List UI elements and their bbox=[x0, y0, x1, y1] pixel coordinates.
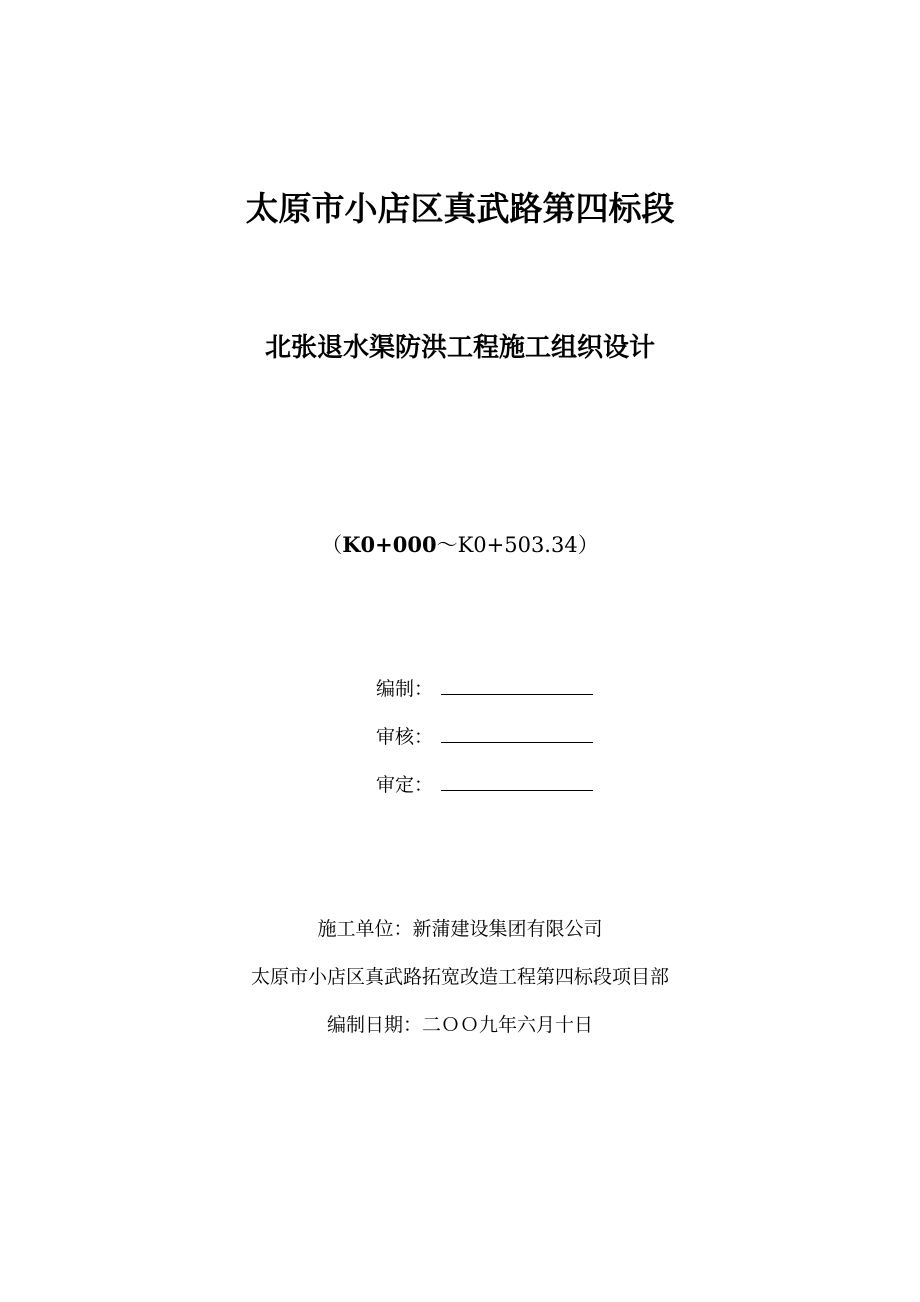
project-department-line: 太原市小店区真武路拓宽改造工程第四标段项目部 bbox=[250, 966, 669, 988]
signature-row-compiled bbox=[376, 674, 593, 704]
signature-row-reviewed bbox=[376, 722, 593, 752]
document-title: 太原市小店区真武路第四标段 bbox=[245, 189, 675, 228]
signature-line-compiled bbox=[441, 674, 593, 695]
range-close-paren: ） bbox=[577, 533, 599, 557]
range-end: K0+503.34 bbox=[457, 533, 578, 557]
compile-date-line: 编制日期：二ＯＯ九年六月十日 bbox=[326, 1014, 593, 1036]
signature-line-reviewed bbox=[441, 722, 593, 743]
signature-label-compiled: 编制： bbox=[376, 678, 434, 700]
range-separator: ～ bbox=[436, 533, 458, 557]
signature-line-approved bbox=[441, 770, 593, 791]
range-start: K0+000 bbox=[342, 532, 437, 557]
contractor-line: 施工单位：新蒲建设集团有限公司 bbox=[317, 918, 603, 940]
signature-label-approved: 审定： bbox=[376, 774, 434, 796]
signature-row-approved bbox=[376, 770, 593, 800]
document-subtitle: 北张退水渠防洪工程施工组织设计 bbox=[264, 333, 655, 363]
chainage-range bbox=[0, 530, 920, 560]
signature-label-reviewed: 审核： bbox=[376, 726, 434, 748]
range-open-paren: （ bbox=[321, 533, 343, 557]
